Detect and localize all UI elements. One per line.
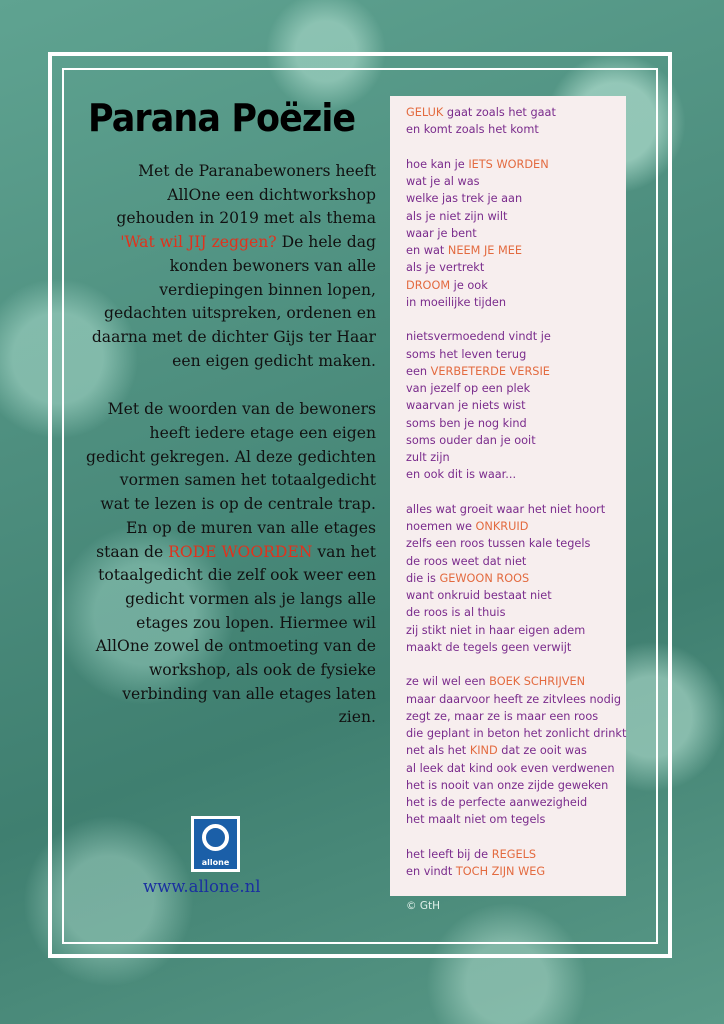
poem-text: soms ben je nog kind	[406, 416, 527, 430]
poem-text: zelfs een roos tussen kale tegels	[406, 537, 591, 551]
poem-red-word: REGELS	[491, 847, 537, 861]
poem-line	[406, 691, 626, 708]
poem-line	[406, 104, 626, 121]
poem-text: de roos is al thuis	[406, 606, 506, 620]
poem-text: die geplant in beton het zonlicht drinkt	[406, 727, 627, 740]
logo-text: allone	[201, 858, 230, 867]
poem-stanza-break	[406, 829, 626, 846]
poem-red-word: IETS WORDEN	[468, 157, 549, 171]
poem-line	[406, 346, 626, 363]
poem-text: en ook dit is waar...	[406, 468, 517, 482]
poem-text: zegt ze, maar ze is maar een roos	[406, 709, 599, 723]
intro-p2-text: Met de woorden van de bewoners heeft iedere etage een eigen gedicht gekregen. Al deze gedichten vormen samen het totaalgedicht wat te lezen is op de centrale trap. En op de muren van alle etages staan de	[86, 400, 376, 561]
poem-text: en komt zoals het komt	[406, 123, 539, 137]
intro-p2-rest: van het totaalgedicht die zelf ook weer een gedicht vormen als je langs alle etages zou lopen. Hiermee wil AllOne zowel de ontmoeting van de workshop, als ook de fysieke verbinding van alle etages laten zien.	[95, 542, 376, 727]
poem-panel	[390, 96, 626, 896]
poem-text: soms het leven terug	[406, 347, 527, 361]
poem-text: je ook	[450, 278, 488, 292]
poem-stanza-break	[406, 311, 626, 328]
poem-red-word: DROOM	[406, 278, 451, 292]
website-link[interactable]: www.allone.nl	[143, 877, 261, 896]
poem-red-word: TOCH ZIJN WEG	[455, 865, 546, 878]
intro-p1-rest: De hele dag konden bewoners van alle verdiepingen binnen lopen, gedachten uitspreken, ordenen en daarna met de dichter Gijs ter Haar een eigen gedicht maken.	[91, 233, 376, 370]
page-title: Parana Poëzie	[88, 96, 356, 140]
poem-line	[406, 742, 626, 759]
poem-red-word: GEWOON ROOS	[439, 571, 530, 585]
poem-line	[406, 190, 626, 207]
theme-highlight: 'Wat wil JIJ zeggen?	[120, 233, 277, 252]
poem-line	[406, 294, 626, 311]
poem-text: welke jas trek je aan	[406, 192, 523, 206]
intro-text	[86, 160, 376, 730]
poem-line	[406, 794, 626, 811]
poem-line	[406, 173, 626, 190]
poem-line	[406, 587, 626, 604]
poem-text: die is	[406, 571, 440, 585]
poem-text: de roos weet dat niet	[406, 554, 527, 568]
poem-line	[406, 242, 626, 259]
copyright: © GtH	[406, 900, 440, 912]
poem-line	[406, 570, 626, 587]
red-words-highlight: RODE WOORDEN	[168, 542, 313, 561]
poem-text: soms ouder dan je ooit	[406, 433, 536, 447]
poem-red-word: NEEM JE MEE	[447, 244, 523, 257]
poem-text: al leek dat kind ook even verdwenen	[406, 761, 615, 775]
poem-text: gaat zoals het gaat	[443, 106, 556, 119]
poem-line	[406, 432, 626, 449]
poem-red-word: VERBETERDE VERSIE	[430, 364, 550, 378]
poem-stanza-break	[406, 139, 626, 156]
poem-text: wat je al was	[406, 175, 480, 188]
poem-line	[406, 518, 626, 535]
poem-line	[406, 121, 626, 138]
poem-text: en wat	[406, 244, 448, 257]
poem-line	[406, 604, 626, 621]
poem-line	[406, 208, 626, 225]
poem-line	[406, 535, 626, 552]
poem-line	[406, 846, 626, 863]
poem-text: nietsvermoedend vindt je	[406, 330, 551, 344]
poem-line	[406, 777, 626, 794]
poem-text: een	[406, 364, 431, 378]
poem-line	[406, 277, 626, 294]
allone-logo	[191, 816, 240, 872]
poem-line	[406, 501, 626, 518]
poem-text: van jezelf op een plek	[406, 382, 531, 395]
poem-text: waarvan je niets wist	[406, 399, 526, 413]
poem-text: als je niet zijn wilt	[406, 209, 508, 223]
poem-text: het is de perfecte aanwezigheid	[406, 796, 588, 809]
poem-line	[406, 639, 626, 656]
poem-red-word: GELUK	[406, 106, 444, 119]
poem-line	[406, 328, 626, 345]
poem-text: want onkruid bestaat niet	[406, 589, 552, 602]
poem-red-word: BOEK SCHRIJVEN	[489, 675, 586, 689]
poem-red-word: ONKRUID	[475, 520, 529, 533]
poem-line	[406, 225, 626, 242]
intro-p1-text: Met de Paranabewoners heeft AllOne een dichtworkshop gehouden in 2019 met als thema	[116, 162, 376, 228]
intro-paragraph-1	[86, 160, 376, 373]
poem-text: als je vertrekt	[406, 261, 485, 275]
poem-text: net als het	[406, 744, 470, 758]
poem-line	[406, 397, 626, 414]
intro-paragraph-2	[86, 398, 376, 730]
poem-line	[406, 259, 626, 276]
poem-text: ze wil wel een	[406, 675, 490, 689]
poem-line	[406, 863, 626, 880]
poem-line	[406, 415, 626, 432]
poem-line	[406, 725, 626, 742]
poem-line	[406, 449, 626, 466]
poem-text: noemen we	[406, 520, 476, 533]
poem-line	[406, 156, 626, 173]
poem-stanza-break	[406, 656, 626, 673]
poem-text: het is nooit van onze zijde geweken	[406, 778, 609, 792]
poem-text: dat ze ooit was	[497, 744, 587, 758]
poem-text: het maalt niet om tegels	[406, 813, 546, 827]
poem-text: maakt de tegels geen verwijt	[406, 640, 572, 654]
poem-line	[406, 811, 626, 828]
poem-text: maar daarvoor heeft ze zitvlees nodig	[406, 692, 622, 706]
poem-text: waar je bent	[406, 226, 477, 240]
poem-line	[406, 673, 626, 690]
poem-line	[406, 553, 626, 570]
poem-text: en vindt	[406, 865, 456, 878]
poem-text: hoe kan je	[406, 157, 469, 171]
poem-line	[406, 760, 626, 777]
poem-text: alles wat groeit waar het niet hoort	[406, 502, 606, 516]
poem-text: in moeilijke tijden	[406, 295, 506, 309]
poem-text: zij stikt niet in haar eigen adem	[406, 623, 586, 637]
poem-line	[406, 380, 626, 397]
poem-line	[406, 363, 626, 380]
poem-red-word: KIND	[469, 744, 498, 758]
poem-line	[406, 466, 626, 483]
poem-text: het leeft bij de	[406, 847, 492, 861]
poem-text: zult zijn	[406, 451, 450, 464]
poem-line	[406, 622, 626, 639]
poem-stanza-break	[406, 484, 626, 501]
poem-line	[406, 708, 626, 725]
